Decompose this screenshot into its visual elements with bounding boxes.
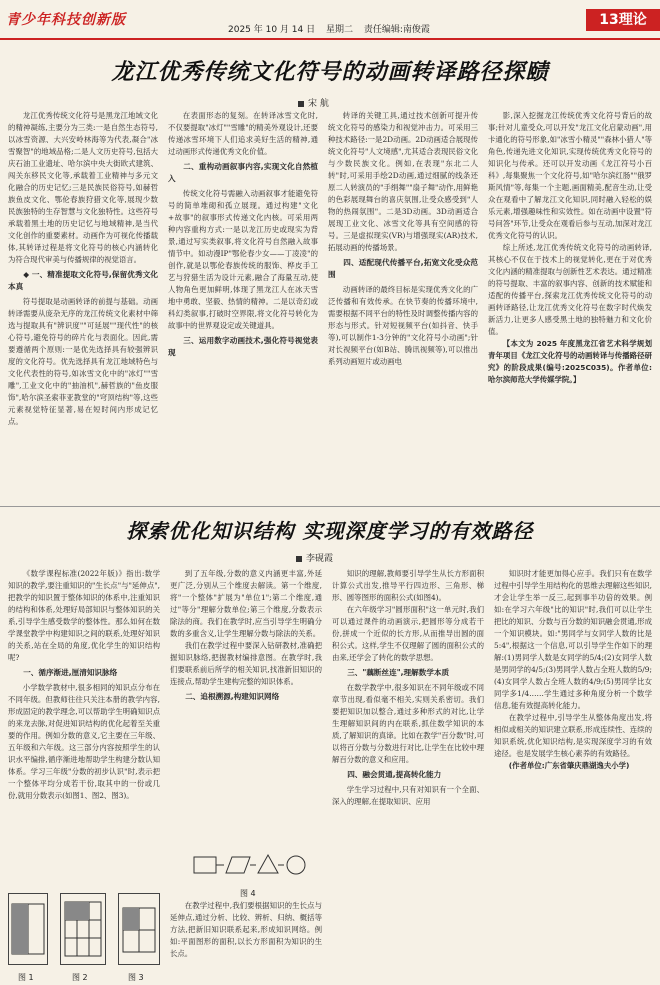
header-rule	[0, 38, 660, 40]
figure-1-image	[8, 893, 48, 965]
article1-column-4	[488, 110, 652, 505]
article2-column-3	[332, 568, 484, 983]
issue-date: 2025 年 10 月 14 日	[228, 25, 316, 35]
figure-3-image	[118, 893, 160, 965]
article2-column-2	[170, 568, 322, 843]
paragraph: 符号提取是动画转译的前提与基础。动画转译需要从庞杂无序的龙江传统文化素材中筛选与提取具有"辨识度""可延展""现代性"的核心符号,避免符号的碎片化与表面化。因此,需要遵循两个原则:一是优先选择具有较强辨识度的文化符号。优先选择具有龙江地域特色与文化代表性的符号,如冰雪文化中的"冰灯""雪雕",工业文化中的"抽油机",赫哲族的"鱼皮服饰",哈尔滨圣索菲亚教堂的"穹顶结构"等,这些元素视觉特征显著,易在短时间内形成记忆点。	[8, 297, 158, 426]
section-heading: 三、运用数字动画技术,强化符号视觉表现	[168, 336, 318, 357]
editor-credit: 责任编辑:南俊霞	[363, 25, 430, 35]
section-heading: 三、"藕断丝连",理解数学本质	[347, 668, 450, 677]
paragraph: 《数学课程标准(2022年版)》指出:数学知识的教学,要注重知识的"生长点"与"延伸点",把教学的知识置于整体知识的体系中,注重知识的结构和体系,处理好局部知识与整体知识的关系,引导学生感受数学的整体性。那么如何在数学课堂教学中构建知识之间的联系,处理好知识的关系,站在全局的角度,优化学生的知识结构呢?	[8, 569, 160, 662]
paragraph: 综上所述,龙江优秀传统文化符号的动画转译,其核心不仅在于技术上的视觉转化,更在于对优秀文化内涵的精准提取与创新性艺术表达。通过精准的符号提取、丰富的叙事内容、创新的技术赋能和适配的传播平台,探索龙江优秀传统文化符号的动画转译路径,让龙江优秀文化符号在数字时代焕发新活力,让更多人感受黑土地的独特魅力和文化价值。	[488, 243, 652, 336]
section-heading: 二、重构动画叙事内容,实现文化自然植入	[168, 162, 318, 183]
figure-4-label: 图 4	[240, 889, 256, 898]
section-heading: 四、适配现代传播平台,拓宽文化受众范围	[328, 258, 478, 279]
article2-author	[296, 551, 333, 564]
paragraph: 知识的理解,教师要引导学生从长方形面积计算公式出发,推导平行四边形、三角形、梯形、圆等图形的面积公式(如图4)。	[332, 569, 484, 602]
article1-column-3	[328, 110, 478, 505]
paragraph: 在教学过程中,我们要根据知识的生长点与延伸点,通过分析、比较、辨析、归纳、概括等方法,把新旧知识联系起来,形成知识网络。例如:平面图形的面积,以长方形面积为知识的生长点。	[170, 901, 322, 958]
paragraph: 到了五年级,分数的意义内涵更丰富,外延更广泛,分别从三个维度去解读。第一个维度,将"一个整体"扩展为"单位1";第二个维度,通过"等分"理解分数单位;第三个维度,分数表示除法的商。我们在教学时,应当引导学生明确分数的多重含义,让学生理解分数与除法的关系。	[170, 569, 322, 638]
paragraph: 知识时才能更加得心应手。我们只有在数学过程中引导学生用结构化的思维去理解这些知识,才会让学生举一反三,起到事半功倍的效果。例如:在学习六年级"比的知识"时,我们可以让学生把比的知识、分数与百分数的知识融会贯通,形成一个知识模块。如:"男同学与女同学人数的比是5:4",根据这一个信息,可以引导学生作如下的理解:(1)男同学人数是女同学的5/4;(2)女同学人数是男同学的4/5;(3)男同学人数占全班人数的5/9;(4)女同学人数占全班人数的4/9;(5)男同学比女同学多1/4……学生通过多种角度分析一个数学信息,能有效提高转化能力。	[494, 569, 652, 710]
page-header	[0, 0, 660, 40]
paragraph: 学生学习过程中,只有对知识有一个全面、深入的理解,在提取知识、应用	[332, 785, 484, 806]
figure-2-label: 图 2	[72, 973, 88, 982]
article2-author-name: 李砚霞	[306, 554, 334, 564]
fraction-figures	[8, 893, 160, 983]
paragraph: 在数学教学中,很多知识在不同年级或不同章节出现,看似毫不相关,实则关系密切。我们要把知识加以整合,通过多种形式的对比,让学生理解知识间的内在联系,抓住数学知识的本质,了解知识的真谛。比如在教学"百分数"时,可以将百分数与分数进行对比,让学生在比较中理解百分数的意义和应用。	[332, 683, 484, 764]
figure-4-image	[190, 845, 310, 887]
article1-author	[298, 96, 329, 109]
newspaper-logo: 青少年科技创新版	[6, 12, 126, 28]
section-badge: 13理论	[586, 9, 660, 31]
paragraph: 小学数学教材中,很多相同的知识点分布在不同年级。但教师往往只关注本册的教学内容,形成固定的教学理念,可以帮助学生明确知识点的来龙去脉,对促进知识结构的优化起着至关重要的作用。例如分数的意义,它主要在三年级、五年级和六年级。这三部分内容按照学生的认识水平编排,循序渐进地帮助学生构建分数认知体系。学习三年级"分数的初步认识"时,表示把一个整体平均分成若干份,取其中的一份或几份,就用分数表示(如图1、图2、图3)。	[8, 683, 160, 800]
author-marker-icon	[296, 556, 302, 562]
paragraph: 传统文化符号需融入动画叙事才能避免符号的简单堆砌和孤立展现。通过构建"文化+故事"的叙事形式传递文化内核。可采用两种内容重构方式:一是以龙江历史或现实为背景,通过写实类叙事,将文化符号自然融入故事情节中。如动漫IP"鄂伦春少女——丁凌凌"的创作,就是以鄂伦春族传统的服饰、桦皮手工艺与狩猎生活为设计元素,融合了海量互动,使人物角色更加鲜明,体现了黑龙江人在冰天雪地中勇敢、坚毅、热情的精神。二是以奇幻或科幻类叙事,打破时空界限,将文化符号转化为故事中的世界观设定或关键道具。	[168, 189, 318, 330]
issue-weekday: 星期二	[326, 25, 354, 35]
paragraph: 龙江优秀传统文化符号是黑龙江地域文化的精神凝练,主要分为三类:一是自然生态符号,以冰雪资源、大兴安岭林海等为代表,凝合"冰雪聚智"的地域品格;二是人文历史符号,包括大庆石油工业遗址、哈尔滨中央大街欧式建筑、闯关东移民文化等,承载着工业精神与多元文化融合的历史记忆;三是民族民俗符号,如赫哲族鱼皮文化、鄂伦春族狩猎文化等,展现少数民族独特的生存智慧与文化独特性。这些符号承载着黑土地的历史记忆与地域精神,是当代文化创作的重要素材。动画作为可视化传播载体,其转译过程是将文化符号的核心内涵转化为符合现代审美与传播规律的视觉语言。	[8, 111, 158, 264]
area-shapes-diagram-icon	[190, 845, 310, 887]
figure-1-shape-icon	[9, 894, 47, 964]
figure-1-label: 图 1	[18, 973, 34, 982]
paragraph: 影,深入挖掘龙江传统优秀文化符号背后的故事;针对儿童受众,可以开发"龙江文化启蒙动画",用卡通化的符号形象,如"冰雪小精灵""森林小猎人"等角色,传递先进文化知识,实现传统优秀文化符号的知识化与传承。还可以开发动画《龙江符号小百科》,每集聚焦一个文化符号,如"哈尔滨红肠""俄罗斯风情"等,每集一个主题,画面精美,配音生动,让受众在观看中了解龙江文化知识,同时融入轻松的娱乐元素,增强趣味性和实效性。如在动画中设置"符号问答"环节,让受众在观看后参与互动,加深对龙江优秀文化符号的认识。	[488, 111, 652, 240]
paragraph: 在表面形态的复刻。在转译冰雪文化时,不仅要提取"冰灯""雪雕"的精美外观设计,还要传递冰雪环境下人们追求美好生活的精神,通过动画形式传递优秀文化价值。	[168, 111, 318, 156]
figure-2-shape-icon	[61, 894, 105, 964]
section-heading: ◆ 一、精准提取文化符号,保留优秀文化本真	[8, 270, 158, 291]
paragraph: 转译的关键工具,通过技术创新可提升传统文化符号的感染力和视觉冲击力。可采用三种技术路径:一是2D动画。2D动画适合展现传统文化符号"人文境感",尤其适合表现民俗文化与少数民族文化。例如,在表现"东北二人转"时,可采用手绘2D动画,通过细腻的线条还原二人转演员的"手绢舞""扇子舞"动作,用鲜艳的色彩展现舞台的喜庆氛围,让受众感受到"人物的热闹氛围"。二是3D动画。3D动画适合展现工业文化、冰雪文化等具有空间感的符号。三是虚拟现实(VR)与增强现实(AR)技术,拓展动画的传播场景。	[328, 111, 478, 252]
paragraph: 我们在教学过程中要深入钻研教材,准确把握知识脉络,把握教材编排意图。在教学时,我们要联系前后所学的相关知识,找准新旧知识的连接点,帮助学生建构完整的知识体系。	[170, 641, 322, 686]
article1-column-1	[8, 110, 158, 505]
article2-column-4	[494, 568, 652, 983]
article1-footnote: 【本文为 2025 年度黑龙江省艺术科学规划青年项目《龙江文化符号的动画转译与传播路径研究》的阶段成果(编号:2025C035)。作者单位:哈尔滨师范大学传媒学院。】	[488, 339, 652, 384]
article2-title: 探索优化知识结构 实现深度学习的有效路径	[126, 519, 534, 543]
section-heading: 一、循序渐进,厘清知识脉络	[23, 668, 118, 677]
article2-column-1	[8, 568, 160, 893]
section-heading: 四、融会贯通,提高转化能力	[347, 770, 442, 779]
paragraph: 在教学过程中,引导学生从整体角度出发,将相似或相关的知识建立联系,形成连续性、连续的知识系统,优化知识结构,是实现深度学习的有效途径。也是发展学生核心素养的有效路径。	[494, 713, 652, 758]
figure-3-shape-icon	[119, 894, 159, 964]
header-info	[228, 22, 438, 35]
article1-title: 龙江优秀传统文化符号的动画转译路径探赜	[111, 60, 549, 85]
paragraph: 动画转译的最终目标是实现优秀文化的广泛传播和有效传承。在快节奏的传播环境中,需要根据不同平台的特性及时调整传播内容的形态与形式。针对短视频平台(如抖音、快手等),可以制作1-3分钟的"文化符号小动画";针对长视频平台(如B站、腾讯视频等),可以推出系列动画短片或动画电	[328, 285, 478, 366]
figure-2-image	[60, 893, 106, 965]
paragraph: 在六年级学习"圆形面积"这一单元时,我们可以通过课件的动画演示,把圆形等分成若干份,拼成一个近似的长方形,从而推导出圆的面积公式。这样,学生不仅理解了圆的面积公式的由来,还学会了转化的数学思想。	[332, 605, 484, 662]
article1-author-name: 宋 航	[308, 99, 329, 109]
article2-author-affiliation: (作者单位:广东省肇庆鼎湖逸夫小学)	[508, 761, 630, 770]
author-marker-icon	[298, 101, 304, 107]
section-heading: 二、追根溯源,构建知识网络	[185, 692, 280, 701]
figure-3-label: 图 3	[128, 973, 144, 982]
article2-column-2-continued	[170, 900, 322, 983]
article1-column-2	[168, 110, 318, 505]
article-divider	[0, 506, 660, 507]
